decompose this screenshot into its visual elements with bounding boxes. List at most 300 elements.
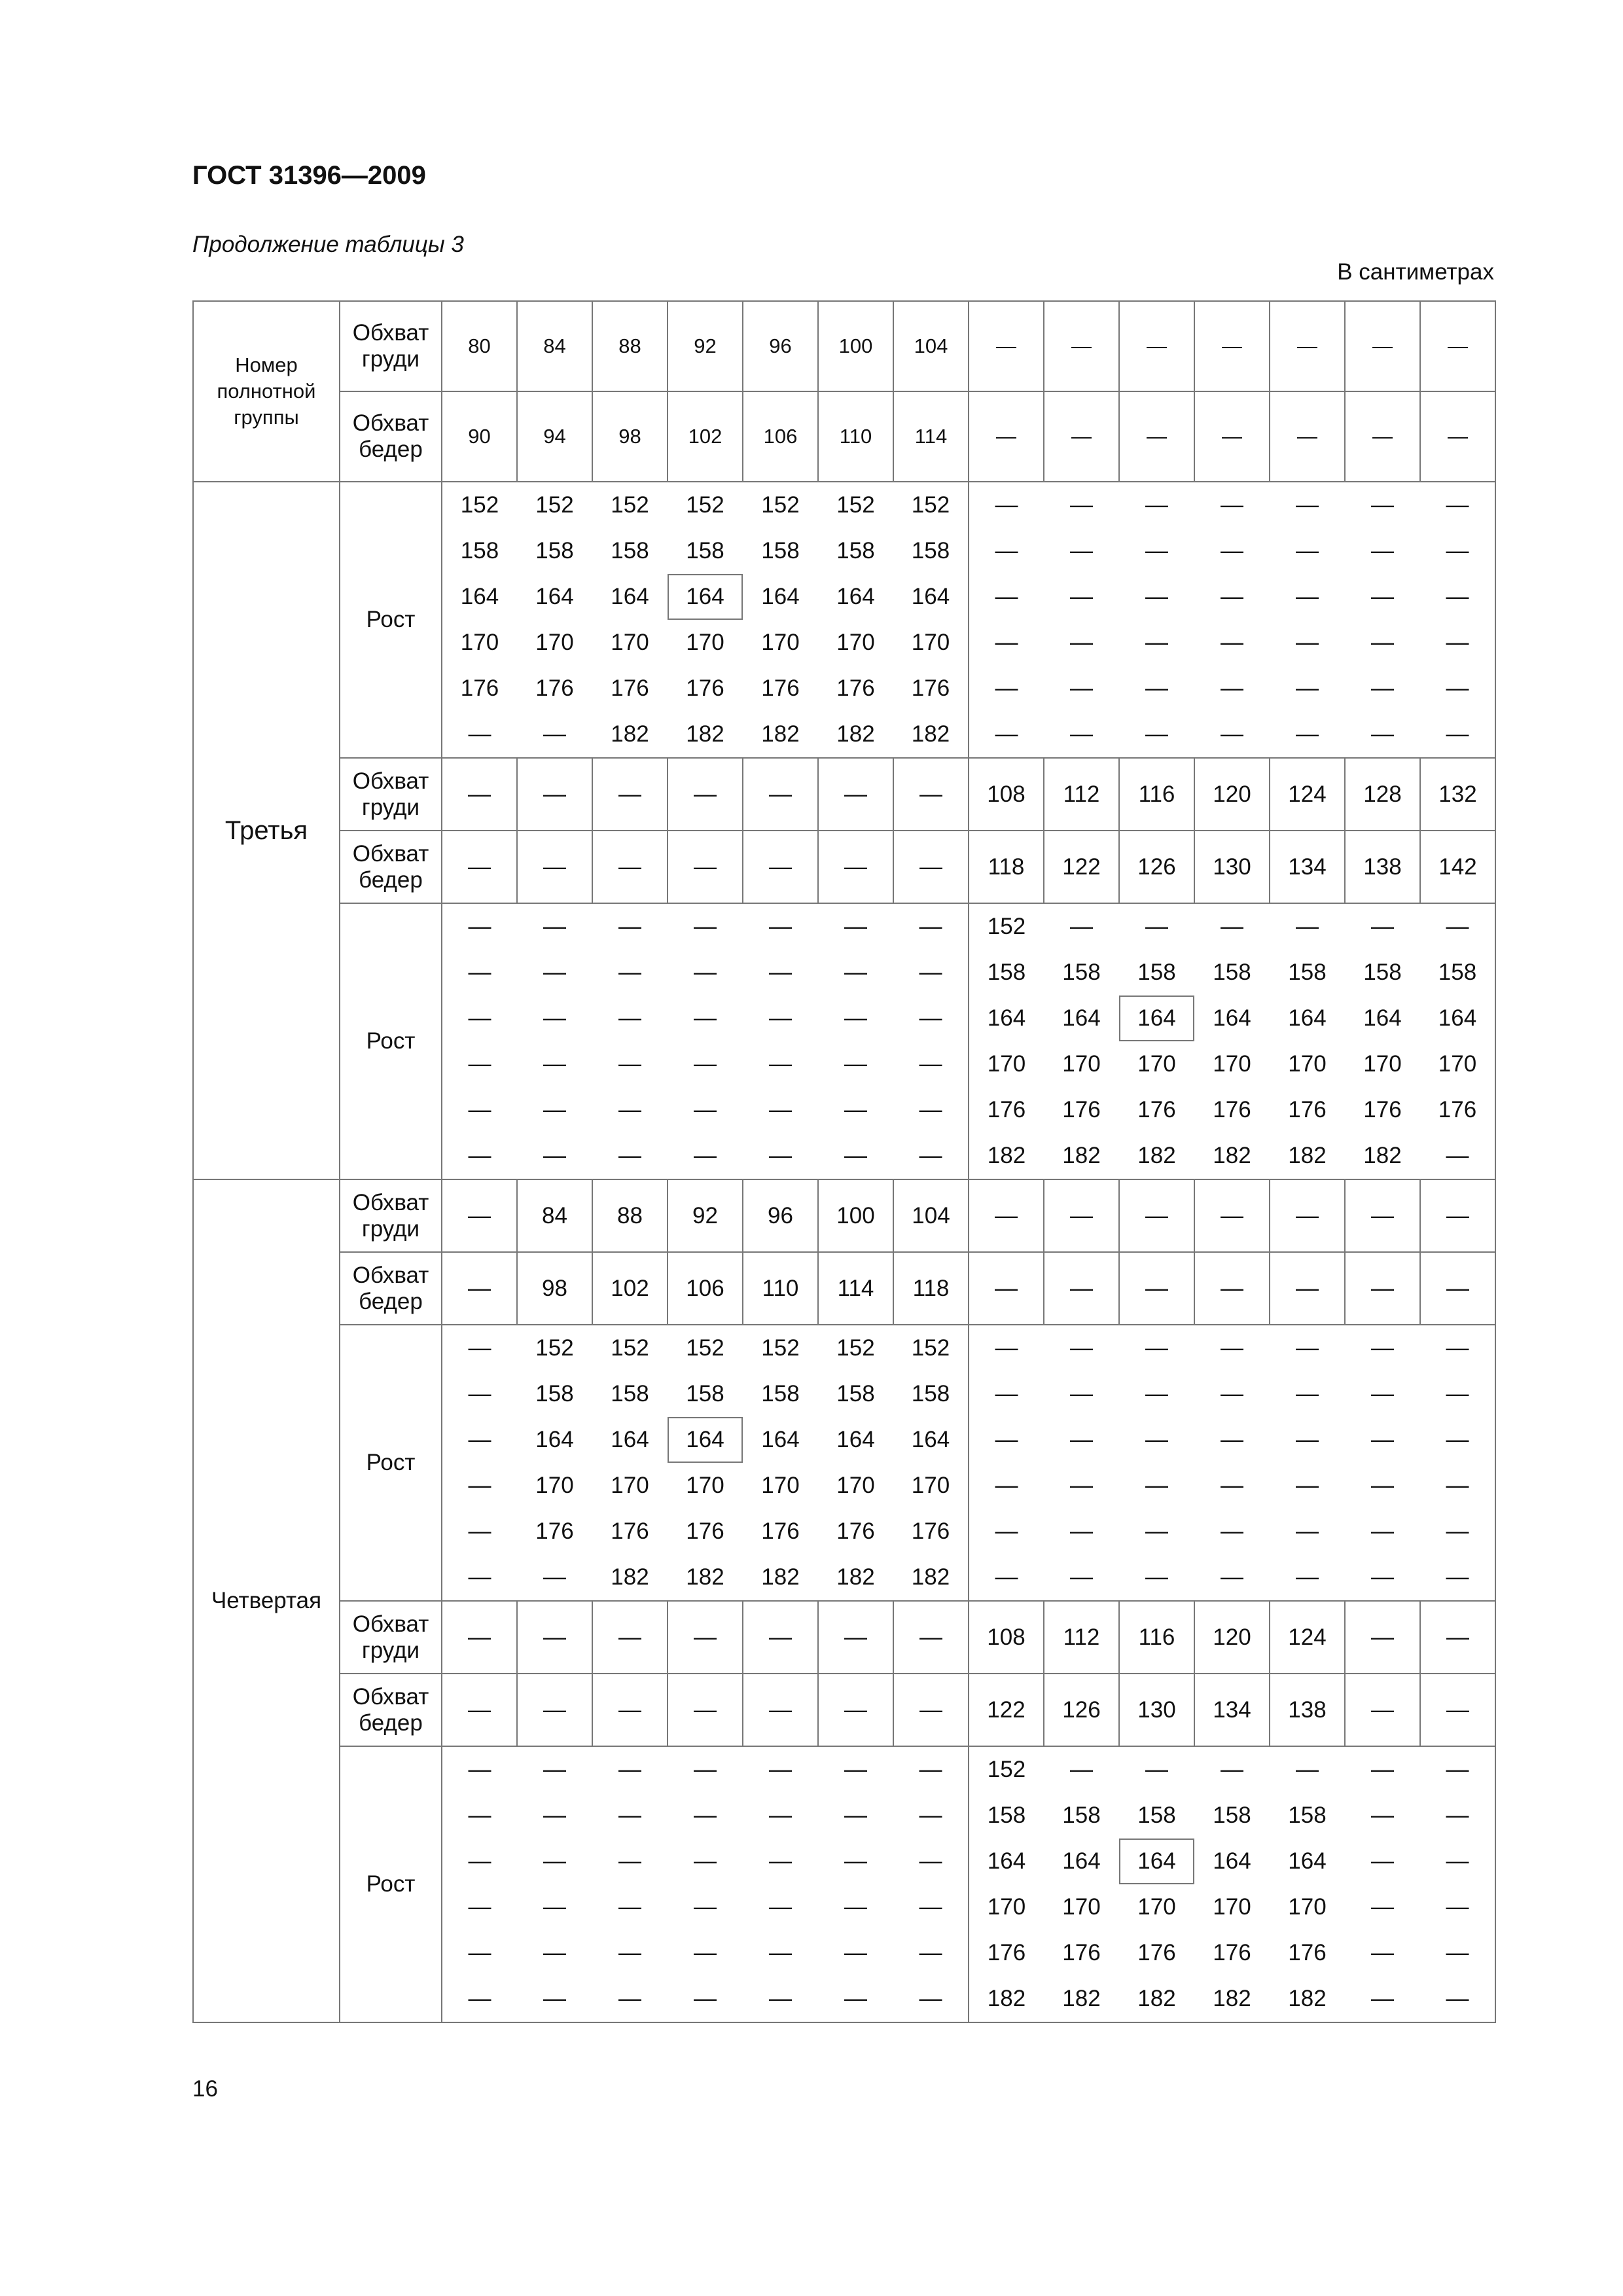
height-value-cell — [818, 1746, 893, 1793]
height-value-cell — [969, 666, 1044, 711]
height-value-cell — [743, 620, 818, 666]
height-value-cell — [893, 996, 969, 1041]
height-value: — — [844, 1894, 867, 1920]
height-value-cell — [1270, 1325, 1345, 1371]
height-value: 170 — [686, 1473, 724, 1498]
height-value-cell — [668, 1746, 743, 1793]
measurement-value-cell: 122 — [969, 1674, 1044, 1746]
height-value: 158 — [535, 1381, 574, 1407]
height-value-cell — [893, 1839, 969, 1884]
height-value: — — [1446, 584, 1469, 609]
height-value: 170 — [611, 630, 649, 655]
height-value: 170 — [460, 630, 499, 655]
height-value-cell — [1270, 1746, 1345, 1793]
height-value-cell — [592, 1463, 668, 1509]
height-value: — — [769, 1940, 792, 1965]
height-value: 164 — [911, 1427, 950, 1452]
height-value-cell — [1345, 1371, 1420, 1417]
height-value-cell — [1119, 528, 1194, 574]
height-value: — — [543, 1097, 566, 1122]
height-value: — — [1371, 1518, 1394, 1544]
height-value-cell — [969, 1325, 1044, 1371]
measurement-value-cell: 120 — [1194, 758, 1270, 831]
height-value: — — [1070, 1518, 1093, 1544]
height-value: — — [543, 960, 566, 985]
height-value: 158 — [761, 1381, 800, 1407]
height-value: — — [769, 960, 792, 985]
height-value: 164 — [1438, 1005, 1477, 1031]
measurement-value-cell: 112 — [1044, 758, 1119, 831]
height-value: — — [919, 1051, 942, 1077]
height-value: — — [844, 1803, 867, 1828]
height-value: 170 — [1137, 1051, 1176, 1077]
height-value: 176 — [836, 1518, 875, 1544]
measurement-value-cell: — — [592, 758, 668, 831]
height-value-cell — [1194, 482, 1270, 528]
height-value-cell — [442, 666, 517, 711]
height-value-cell — [969, 1930, 1044, 1976]
height-value-cell — [1270, 1509, 1345, 1554]
height-value: 164 — [1213, 1848, 1251, 1874]
height-value: — — [694, 1051, 717, 1077]
height-value-cell — [442, 482, 517, 528]
height-value: 164 — [1062, 1005, 1101, 1031]
height-row — [193, 1325, 1495, 1371]
height-value: 170 — [1137, 1894, 1176, 1920]
height-value-cell — [592, 1839, 668, 1884]
height-value-cell — [1345, 903, 1420, 950]
group-name-cell: Четвертая — [193, 1179, 340, 2022]
measurement-value-cell: 108 — [969, 758, 1044, 831]
measurement-value-cell: — — [517, 831, 592, 903]
height-value: — — [694, 1986, 717, 2011]
height-value-cell — [1270, 1371, 1345, 1417]
height-value: 182 — [611, 721, 649, 747]
height-value: — — [1296, 492, 1319, 518]
height-value-cell — [893, 1930, 969, 1976]
measurement-row — [193, 1601, 1495, 1674]
height-value: — — [468, 721, 491, 747]
header-value-cell: — — [1270, 301, 1345, 391]
height-value: — — [468, 1564, 491, 1590]
height-value: — — [1070, 1757, 1093, 1782]
height-value-cell — [1420, 1325, 1495, 1371]
height-value-cell — [592, 482, 668, 528]
height-value: — — [1446, 1427, 1469, 1452]
height-value-cell — [517, 1976, 592, 2022]
height-value-cell — [1194, 1930, 1270, 1976]
height-value-cell — [969, 1554, 1044, 1601]
height-value: 170 — [761, 1473, 800, 1498]
height-value-cell — [743, 1746, 818, 1793]
height-value: 152 — [535, 1335, 574, 1361]
height-value-cell — [893, 1417, 969, 1463]
height-value-cell — [517, 1884, 592, 1930]
height-value: 176 — [611, 675, 649, 701]
height-value-cell — [1345, 574, 1420, 620]
height-value-cell — [517, 1041, 592, 1087]
height-value-cell — [1194, 1041, 1270, 1087]
height-value: 152 — [761, 492, 800, 518]
height-value: — — [1446, 1518, 1469, 1544]
height-value: — — [1145, 721, 1168, 747]
height-value-cell — [442, 1463, 517, 1509]
height-value-cell — [1044, 903, 1119, 950]
height-value-cell — [1345, 1041, 1420, 1087]
height-value: — — [1296, 1757, 1319, 1782]
height-value-cell — [592, 711, 668, 758]
height-value: 152 — [460, 492, 499, 518]
height-value: 176 — [911, 675, 950, 701]
height-value-cell — [1345, 1133, 1420, 1179]
height-value-cell — [1420, 950, 1495, 996]
height-value-cell — [1420, 1371, 1495, 1417]
height-value-cell — [743, 1371, 818, 1417]
height-value: 158 — [1213, 960, 1251, 985]
height-value-cell — [1270, 482, 1345, 528]
height-value-cell — [517, 1087, 592, 1133]
measurement-value-cell: — — [969, 1252, 1044, 1325]
height-value-cell — [818, 1976, 893, 2022]
measurement-value-cell: 102 — [592, 1252, 668, 1325]
height-value-cell — [969, 1839, 1044, 1884]
height-value: — — [1446, 538, 1469, 564]
height-value: 164 — [535, 1427, 574, 1452]
height-value: — — [995, 584, 1018, 609]
height-value: — — [468, 1381, 491, 1407]
height-value-cell — [1119, 996, 1194, 1041]
measurement-value-cell: 96 — [743, 1179, 818, 1252]
height-label: Рост — [340, 1325, 442, 1601]
height-value: 158 — [836, 538, 875, 564]
height-value: 170 — [1213, 1894, 1251, 1920]
header-row-label: Обхват бедер — [340, 391, 442, 482]
height-value-cell — [893, 1554, 969, 1601]
height-value: — — [543, 1051, 566, 1077]
highlighted-height-value: 164 — [668, 574, 742, 620]
height-value-cell — [668, 574, 743, 620]
height-value-cell — [1194, 1509, 1270, 1554]
height-value-cell — [1420, 711, 1495, 758]
measurement-row — [193, 831, 1495, 903]
height-value-cell — [818, 1417, 893, 1463]
height-value-cell — [743, 1976, 818, 2022]
height-value-cell — [1044, 1133, 1119, 1179]
height-value: — — [618, 1051, 641, 1077]
height-value: 176 — [761, 1518, 800, 1544]
height-value: — — [468, 1335, 491, 1361]
height-value: — — [1070, 492, 1093, 518]
height-value-cell — [1119, 903, 1194, 950]
height-value: — — [618, 1757, 641, 1782]
height-value: 176 — [987, 1940, 1026, 1965]
height-value-cell — [517, 1325, 592, 1371]
header-value-cell: — — [969, 301, 1044, 391]
height-value: 182 — [1062, 1986, 1101, 2011]
height-value-cell — [668, 1839, 743, 1884]
height-value: 158 — [611, 1381, 649, 1407]
height-value: — — [1296, 584, 1319, 609]
measurement-value-cell: — — [1044, 1252, 1119, 1325]
height-value-cell — [1345, 1087, 1420, 1133]
measurement-value-cell: 104 — [893, 1179, 969, 1252]
height-value-cell — [1345, 1509, 1420, 1554]
height-value-cell — [517, 1133, 592, 1179]
height-value: — — [694, 1940, 717, 1965]
height-value: — — [919, 1005, 942, 1031]
height-value-cell — [893, 1746, 969, 1793]
height-value: 170 — [911, 1473, 950, 1498]
height-value: — — [618, 1940, 641, 1965]
height-value-cell — [818, 1839, 893, 1884]
measurement-value-cell: — — [592, 831, 668, 903]
height-value-cell — [1270, 1839, 1345, 1884]
header-value-cell: 98 — [592, 391, 668, 482]
height-value-cell — [1270, 1087, 1345, 1133]
height-value: — — [1296, 1473, 1319, 1498]
measurement-value-cell: 118 — [969, 831, 1044, 903]
height-value: — — [1371, 584, 1394, 609]
height-value-cell — [1119, 1133, 1194, 1179]
measurement-label: Обхват груди — [340, 1601, 442, 1674]
height-value-cell — [818, 1133, 893, 1179]
height-value: — — [694, 1803, 717, 1828]
height-value-cell — [668, 1133, 743, 1179]
height-value: — — [468, 1757, 491, 1782]
height-value-cell — [818, 574, 893, 620]
height-value: — — [769, 1757, 792, 1782]
measurement-value-cell: — — [1345, 1179, 1420, 1252]
height-value-cell — [517, 620, 592, 666]
height-value: — — [919, 1143, 942, 1168]
height-value: — — [1446, 1986, 1469, 2011]
measurement-value-cell: — — [1420, 1601, 1495, 1674]
height-value-cell — [969, 996, 1044, 1041]
height-value: — — [468, 1005, 491, 1031]
height-value: 176 — [1288, 1097, 1327, 1122]
height-value: — — [919, 1757, 942, 1782]
measurement-value-cell: 84 — [517, 1179, 592, 1252]
height-value: — — [995, 492, 1018, 518]
height-value: — — [1296, 1564, 1319, 1590]
height-value-cell — [818, 482, 893, 528]
height-value-cell — [1044, 1041, 1119, 1087]
height-value-cell — [1420, 1463, 1495, 1509]
height-value-cell — [1194, 1087, 1270, 1133]
height-value: — — [1070, 914, 1093, 939]
height-value: 152 — [987, 1757, 1026, 1782]
height-value-cell — [1345, 1746, 1420, 1793]
height-value: 152 — [611, 1335, 649, 1361]
height-value-cell — [442, 711, 517, 758]
height-value: 182 — [1137, 1986, 1176, 2011]
height-value: — — [1371, 1848, 1394, 1874]
height-value-cell — [668, 1087, 743, 1133]
height-value: 182 — [987, 1986, 1026, 2011]
height-value: 164 — [1062, 1848, 1101, 1874]
table-body — [193, 301, 1495, 2022]
measurement-value-cell: — — [442, 831, 517, 903]
height-value-cell — [442, 1041, 517, 1087]
height-value: 182 — [1213, 1986, 1251, 2011]
height-value-cell — [592, 1417, 668, 1463]
height-value-cell — [1270, 1554, 1345, 1601]
height-value: — — [694, 1894, 717, 1920]
height-value: — — [1145, 1427, 1168, 1452]
height-value-cell — [1345, 996, 1420, 1041]
height-value-cell — [1270, 1976, 1345, 2022]
header-value-cell: — — [1420, 391, 1495, 482]
height-value-cell — [442, 1976, 517, 2022]
height-value: — — [1145, 1757, 1168, 1782]
height-value: — — [694, 960, 717, 985]
header-value-cell: 102 — [668, 391, 743, 482]
height-value: — — [1371, 1381, 1394, 1407]
height-value-cell — [668, 1509, 743, 1554]
height-value: — — [1221, 914, 1243, 939]
height-value-cell — [818, 903, 893, 950]
height-value-cell — [1119, 1793, 1194, 1839]
height-value: — — [543, 1986, 566, 2011]
height-value-cell — [1345, 1976, 1420, 2022]
height-value: — — [1221, 1427, 1243, 1452]
height-value-cell — [1345, 1930, 1420, 1976]
measurement-value-cell: 122 — [1044, 831, 1119, 903]
height-value-cell — [442, 1746, 517, 1793]
header-value-cell: — — [1194, 391, 1270, 482]
height-value: 158 — [1062, 960, 1101, 985]
header-value-cell: — — [1420, 301, 1495, 391]
height-value-cell — [592, 666, 668, 711]
height-value-cell — [969, 1884, 1044, 1930]
height-value: — — [995, 1564, 1018, 1590]
height-value-cell — [818, 1463, 893, 1509]
height-value-cell — [893, 1793, 969, 1839]
height-value-cell — [743, 528, 818, 574]
height-value: 182 — [686, 1564, 724, 1590]
height-value: 158 — [1137, 1803, 1176, 1828]
height-value-cell — [1044, 666, 1119, 711]
height-value-cell — [893, 1041, 969, 1087]
height-value-cell — [1270, 1930, 1345, 1976]
height-value: — — [543, 1803, 566, 1828]
height-value: — — [1296, 1381, 1319, 1407]
height-value: 158 — [1363, 960, 1402, 985]
height-value: — — [1145, 675, 1168, 701]
height-value-cell — [1194, 1371, 1270, 1417]
height-value: 164 — [611, 1427, 649, 1452]
height-value-cell — [442, 903, 517, 950]
height-value-cell — [592, 1087, 668, 1133]
height-value-cell — [668, 482, 743, 528]
height-value: — — [844, 1143, 867, 1168]
height-value: 158 — [686, 538, 724, 564]
height-value-cell — [1044, 1325, 1119, 1371]
measurement-value-cell: 114 — [818, 1252, 893, 1325]
height-value-cell — [517, 482, 592, 528]
height-value-cell — [818, 1554, 893, 1601]
height-value-cell — [1270, 1417, 1345, 1463]
height-value-cell — [1119, 1839, 1194, 1884]
height-value-cell — [1044, 1371, 1119, 1417]
height-value: — — [995, 538, 1018, 564]
measurement-value-cell: — — [1044, 1179, 1119, 1252]
height-value-cell — [743, 1041, 818, 1087]
measurement-value-cell: 92 — [668, 1179, 743, 1252]
height-value: — — [1371, 1473, 1394, 1498]
measurement-row — [193, 1252, 1495, 1325]
height-value: — — [995, 721, 1018, 747]
height-value: — — [769, 1803, 792, 1828]
height-value: — — [995, 630, 1018, 655]
height-value: — — [1371, 1335, 1394, 1361]
height-value-cell — [1420, 666, 1495, 711]
height-value-cell — [1119, 666, 1194, 711]
header-value-cell: 92 — [668, 301, 743, 391]
height-value-cell — [592, 1976, 668, 2022]
height-value: 170 — [987, 1894, 1026, 1920]
height-value-cell — [668, 1463, 743, 1509]
measurement-value-cell: 120 — [1194, 1601, 1270, 1674]
height-value: — — [1446, 1335, 1469, 1361]
height-value: 158 — [1062, 1803, 1101, 1828]
height-value-cell — [592, 996, 668, 1041]
group-name-cell: Третья — [193, 482, 340, 1179]
height-value: — — [468, 914, 491, 939]
height-value-cell — [442, 528, 517, 574]
height-value: 158 — [1213, 1803, 1251, 1828]
height-value: 170 — [535, 1473, 574, 1498]
height-value: — — [543, 1757, 566, 1782]
measurement-value-cell: 126 — [1044, 1674, 1119, 1746]
size-table — [192, 300, 1496, 2023]
height-value: — — [1145, 914, 1168, 939]
height-value-cell — [1044, 620, 1119, 666]
height-value-cell — [517, 1839, 592, 1884]
height-value-cell — [818, 1509, 893, 1554]
height-value-cell — [1194, 1976, 1270, 2022]
measurement-value-cell: — — [1345, 1674, 1420, 1746]
measurement-value-cell: — — [442, 1674, 517, 1746]
height-value: — — [769, 1848, 792, 1874]
measurement-label: Обхват бедер — [340, 1674, 442, 1746]
measurement-value-cell: — — [442, 1179, 517, 1252]
height-value: 176 — [686, 675, 724, 701]
height-value: 170 — [1213, 1051, 1251, 1077]
height-value-cell — [818, 1884, 893, 1930]
height-value-cell — [743, 574, 818, 620]
height-value: — — [1446, 1143, 1469, 1168]
height-value: — — [1145, 1473, 1168, 1498]
height-value: 158 — [1288, 960, 1327, 985]
height-label: Рост — [340, 482, 442, 758]
height-value: — — [1446, 492, 1469, 518]
height-value-cell — [969, 482, 1044, 528]
height-value: — — [844, 1005, 867, 1031]
height-value-cell — [818, 711, 893, 758]
header-value-cell: — — [1345, 391, 1420, 482]
height-value: — — [1221, 1381, 1243, 1407]
measurement-label: Обхват бедер — [340, 1252, 442, 1325]
height-value-cell — [743, 1509, 818, 1554]
height-value-cell — [893, 1463, 969, 1509]
height-value-cell — [1345, 711, 1420, 758]
height-row — [193, 482, 1495, 528]
height-value: — — [468, 1051, 491, 1077]
measurement-value-cell: 130 — [1119, 1674, 1194, 1746]
height-value-cell — [1345, 1554, 1420, 1601]
measurement-value-cell: — — [743, 758, 818, 831]
